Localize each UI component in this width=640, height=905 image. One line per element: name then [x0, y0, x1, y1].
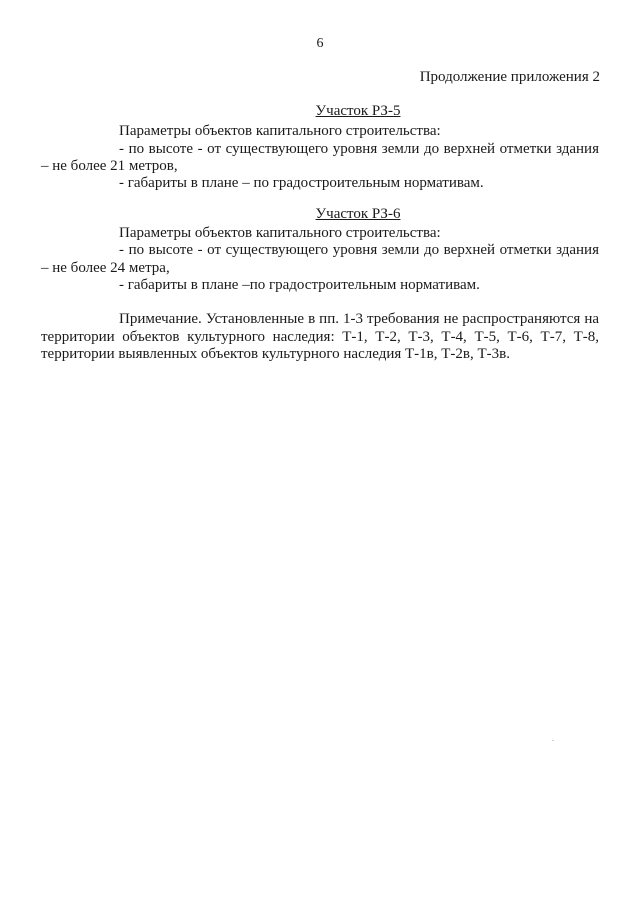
note-line: территории объектов культурного наследия: Т-1, Т-2, Т-3, Т-4, Т-5, Т-6, Т-7, Т-8,: [41, 329, 599, 345]
scan-speck: [552, 740, 554, 741]
height-limit: – не более 24 метра,: [41, 260, 170, 276]
section-heading: Участок РЗ-6: [315, 206, 401, 222]
note-line: Примечание. Установленные в пп. 1-3 требования не распространяются на: [119, 311, 599, 327]
params-title: Параметры объектов капитального строительства:: [119, 225, 441, 241]
height-limit: – не более 21 метров,: [41, 158, 178, 174]
height-line: - по высоте - от существующего уровня земли до верхней отметки здания: [119, 242, 599, 258]
dimensions-line: - габариты в плане –по градостроительным нормативам.: [119, 277, 480, 293]
appendix-continuation-note: Продолжение приложения 2: [419, 69, 600, 85]
page-number: 6: [316, 36, 324, 51]
dimensions-line: - габариты в плане – по градостроительным нормативам.: [119, 175, 484, 191]
params-title: Параметры объектов капитального строительства:: [119, 123, 441, 139]
section-heading: Участок РЗ-5: [315, 103, 401, 119]
height-line: - по высоте - от существующего уровня земли до верхней отметки здания: [119, 141, 599, 157]
note-line: территории выявленных объектов культурного наследия Т-1в, Т-2в, Т-3в.: [41, 346, 510, 362]
